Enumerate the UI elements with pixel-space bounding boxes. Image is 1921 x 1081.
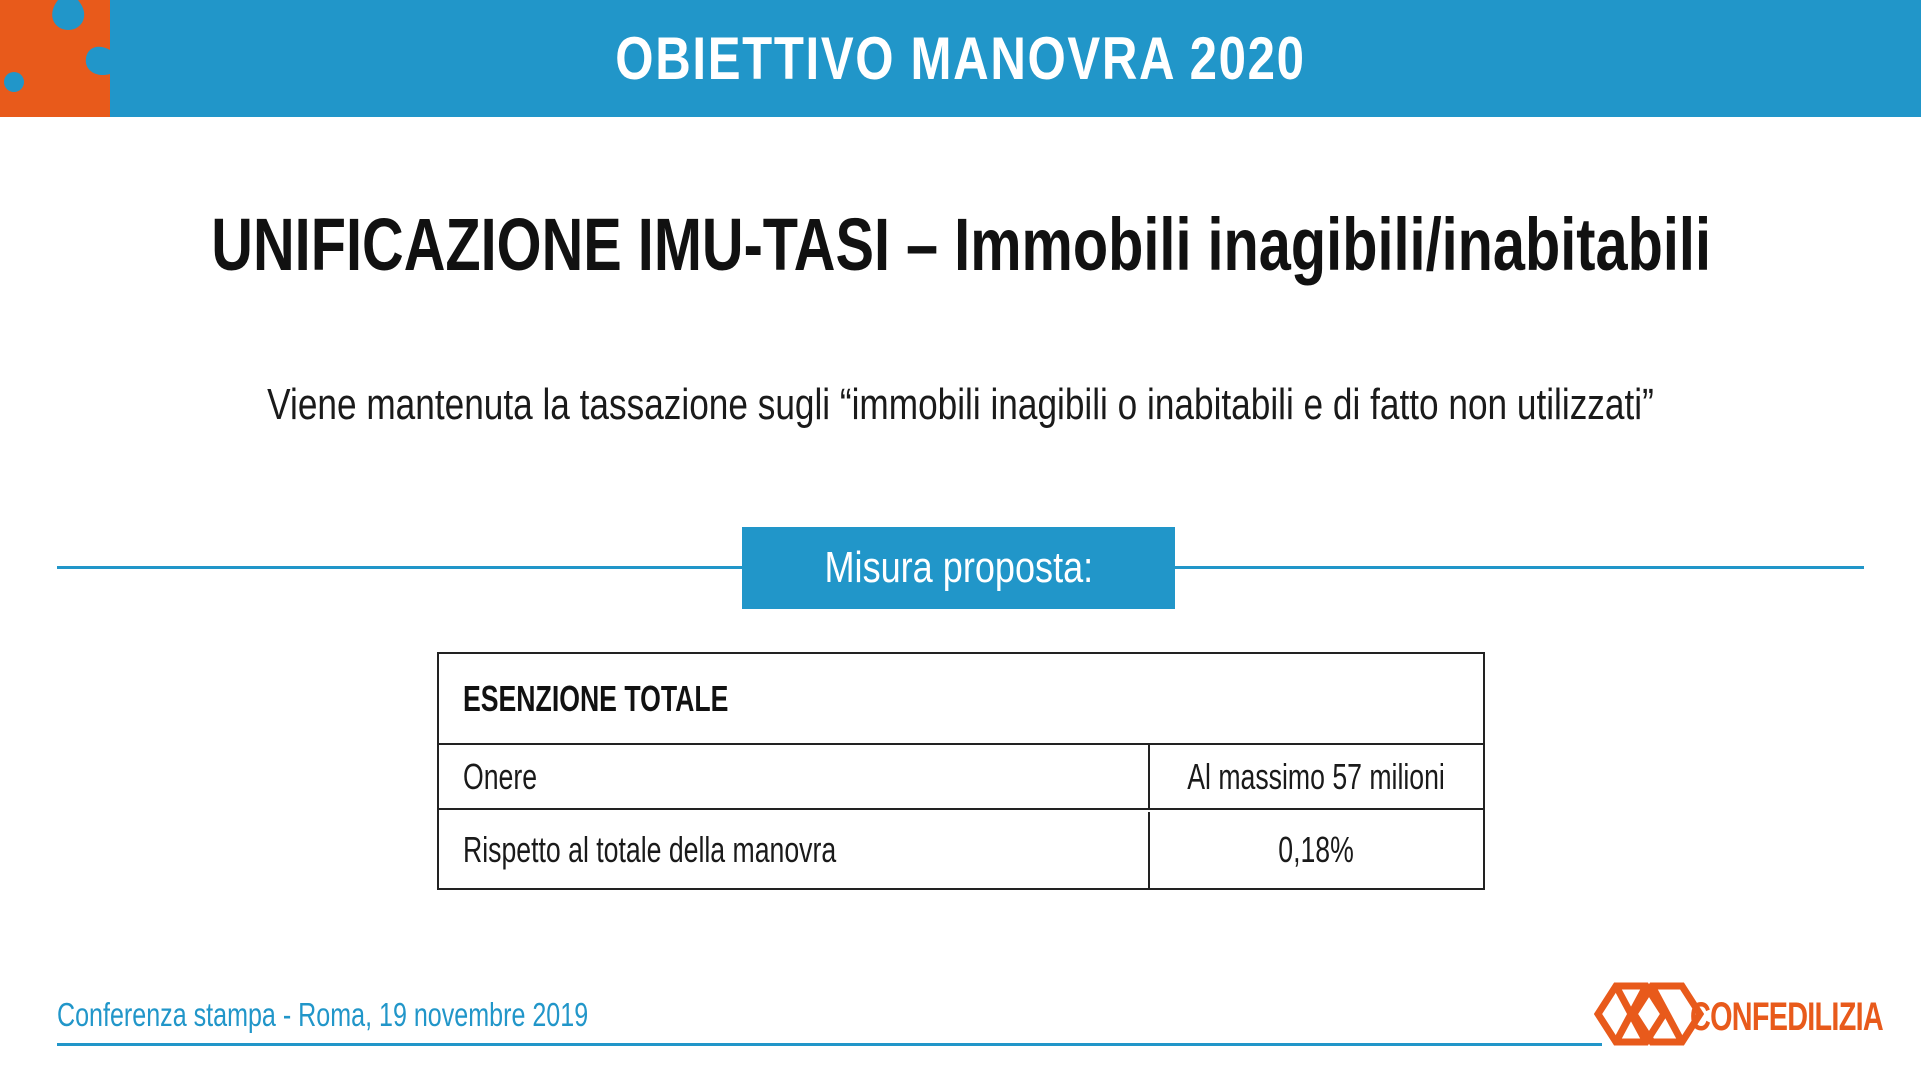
puzzle-piece-icon <box>0 0 120 117</box>
table-cell-label <box>439 812 1150 888</box>
footer-line <box>57 1043 1602 1046</box>
table-cell-value <box>1150 812 1483 888</box>
table-heading-text: ESENZIONE TOTALE <box>463 677 729 719</box>
divider-right <box>1175 566 1864 569</box>
footer-text: Conferenza stampa - Roma, 19 novembre 2019 <box>57 996 589 1033</box>
measure-table <box>437 652 1485 890</box>
confedilizia-logo <box>1594 980 1883 1048</box>
table-cell-value <box>1150 745 1483 808</box>
divider-left <box>57 566 742 569</box>
table-row <box>439 745 1483 810</box>
page-subtitle: Viene mantenuta la tassazione sugli “immobili inagibili o inabitabili e di fatto non utilizzati” <box>267 380 1654 429</box>
confedilizia-logo-icon <box>1594 980 1704 1048</box>
page-title: UNIFICAZIONE IMU-TASI – Immobili inagibili/inabitabili <box>211 203 1711 286</box>
row-value-percentuale: 0,18% <box>1278 829 1355 870</box>
row-label-percentuale: Rispetto al totale della manovra <box>463 829 837 870</box>
table-heading <box>439 654 1483 745</box>
header-title: OBIETTIVO MANOVRA 2020 <box>615 25 1306 92</box>
row-value-onere: Al massimo 57 milioni <box>1187 755 1446 797</box>
row-label-onere: Onere <box>463 755 538 797</box>
proposal-box <box>742 527 1175 609</box>
proposal-label: Misura proposta: <box>824 543 1093 592</box>
header-bar <box>0 0 1921 117</box>
table-cell-label <box>439 745 1150 808</box>
logo-text: CONFEDILIZIA <box>1690 995 1883 1039</box>
table-row <box>439 812 1483 888</box>
